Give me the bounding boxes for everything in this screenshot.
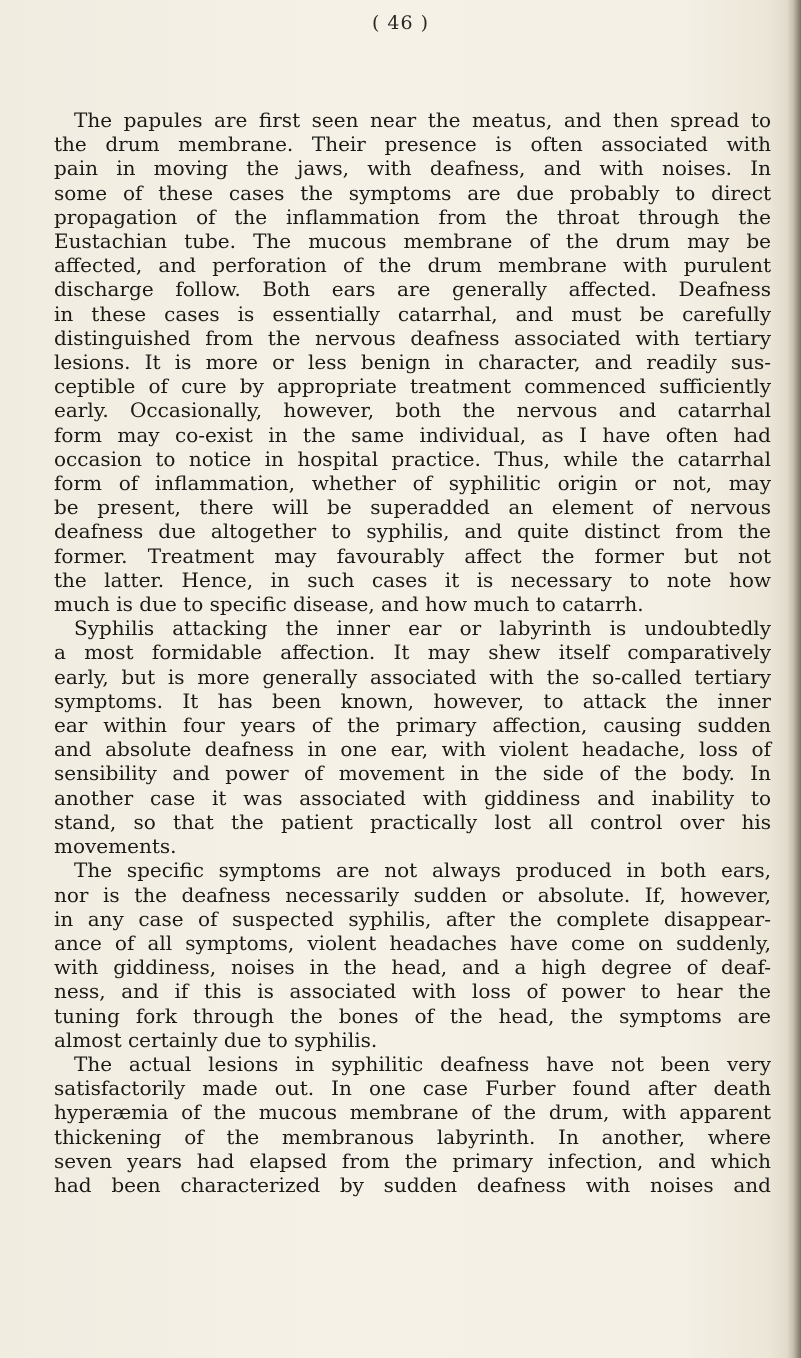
text-line: a most formidable affection. It may shew itself comparatively [54,640,771,665]
text-line: much is due to specific disease, and how much to catarrh. [54,592,644,617]
text-line: lesions. It is more or less benign in character, and readily sus- [54,350,771,375]
text-line: early, but is more generally associated with the so-called tertiary [54,664,771,689]
text-line: had been characterized by sudden deafness with noises and [54,1172,771,1197]
text-line: in these cases is essentially catarrhal, and must be carefully [54,301,771,326]
text-line: ness, and if this is associated with loss of power to hear the [54,979,771,1004]
text-line: some of these cases the symptoms are due probably to direct [54,180,771,205]
body-text [54,108,771,1197]
text-line: early. Occasionally, however, both the nervous and catarrhal [54,398,771,423]
text-line: The actual lesions in syphilitic deafness have not been very [74,1051,771,1076]
text-line: movements. [54,834,177,859]
text-line: hyperæmia of the mucous membrane of the drum, with apparent [54,1100,771,1125]
text-line: seven years had elapsed from the primary infection, and which [54,1148,771,1173]
text-line: the drum membrane. Their presence is often associated with [54,132,771,157]
text-line: deafness due altogether to syphilis, and quite distinct from the [54,519,771,544]
text-line: nor is the deafness necessarily sudden or absolute. If, however, [54,882,771,907]
text-line: stand, so that the patient practically lost all control over his [54,809,771,834]
text-line: occasion to notice in hospital practice. Thus, while the catarrhal [54,446,771,471]
text-line: form may co-exist in the same individual, as I have often had [54,422,771,447]
text-line: almost certainly due to syphilis. [54,1027,378,1052]
text-line: form of inflammation, whether of syphilitic origin or not, may [54,471,771,496]
text-line: be present, there will be superadded an element of nervous [54,495,771,520]
text-line: ance of all symptoms, violent headaches have come on suddenly, [54,930,771,955]
text-line: discharge follow. Both ears are generally affected. Deafness [54,277,771,302]
text-line: ceptible of cure by appropriate treatment commenced sufficiently [54,374,771,399]
text-line: satisfactorily made out. In one case Furber found after death [54,1076,771,1101]
text-line: propagation of the inflammation from the throat through the [54,204,771,229]
text-line: former. Treatment may favourably affect the former but not [54,543,771,568]
text-line: in any case of suspected syphilis, after the complete disappear- [54,906,771,931]
text-line: Eustachian tube. The mucous membrane of the drum may be [54,229,771,254]
text-line: sensibility and power of movement in the side of the body. In [54,761,771,786]
text-line: distinguished from the nervous deafness associated with tertiary [54,325,771,350]
text-line: another case it was associated with giddiness and inability to [54,785,771,810]
text-line: Syphilis attacking the inner ear or labyrinth is undoubtedly [74,616,771,641]
text-line: the latter. Hence, in such cases it is necessary to note how [54,567,771,592]
text-line: symptoms. It has been known, however, to attack the inner [54,688,771,713]
text-line: affected, and perforation of the drum membrane with purulent [54,253,771,278]
text-line: ear within four years of the primary affection, causing sudden [54,713,771,738]
page-edge-shadow [787,0,801,1358]
text-line: pain in moving the jaws, with deafness, and with noises. In [54,156,771,181]
text-line: thickening of the membranous labyrinth. In another, where [54,1124,771,1149]
text-line: and absolute deafness in one ear, with violent headache, loss of [54,737,771,762]
text-line: with giddiness, noises in the head, and a high degree of deaf- [54,955,771,980]
text-line: The papules are first seen near the meatus, and then spread to [74,108,771,132]
text-line: The specific symptoms are not always produced in both ears, [74,858,771,883]
page-number: ( 46 ) [371,12,430,34]
text-line: tuning fork through the bones of the head, the symptoms are [54,1003,771,1028]
